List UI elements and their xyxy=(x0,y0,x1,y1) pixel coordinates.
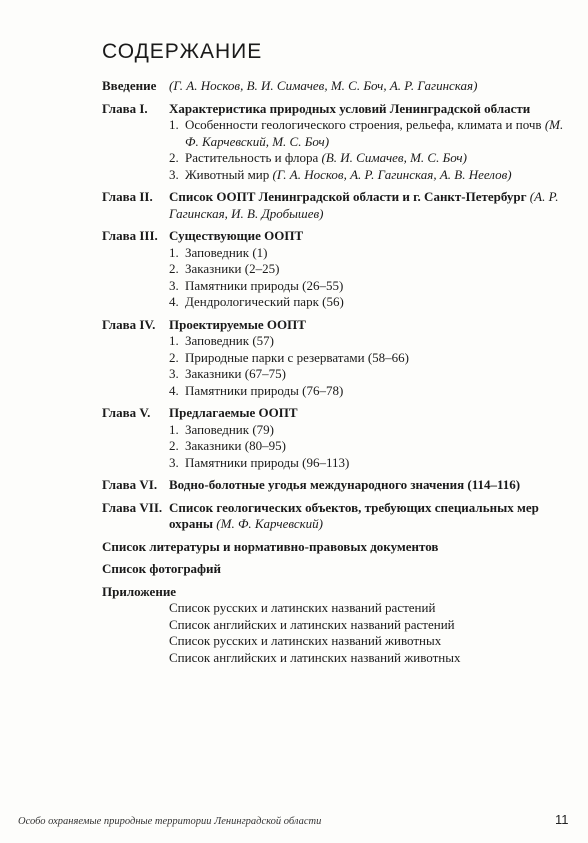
toc-entry-photos[interactable]: Список фотографий xyxy=(102,561,222,576)
item-text: Животный мир xyxy=(185,166,270,182)
page-number: 11 xyxy=(555,812,569,827)
running-footer: Особо охраняемые природные территории Ленинградской области xyxy=(18,816,322,827)
item-text: Памятники природы (76–78) xyxy=(185,382,344,398)
item-text: Заказники (80–95) xyxy=(185,438,286,453)
item-text: Заказники (2–25) xyxy=(185,261,280,276)
item-authors: (М. Ф. Карчевский, М. С. Боч) xyxy=(185,117,564,149)
chapter-label: Глава III. xyxy=(102,228,158,243)
list-item[interactable] xyxy=(169,350,572,367)
appendix-list xyxy=(102,600,572,666)
list-item[interactable]: Список русских и латинских названий растений xyxy=(169,600,436,615)
toc-entry-literature[interactable]: Список литературы и нормативно-правовых документов xyxy=(102,538,439,554)
chapter-title: Водно-болотные угодья международного значения (114–116) xyxy=(169,477,521,492)
chapter-label: Глава IV. xyxy=(102,316,156,332)
toc-entry-chapter-2[interactable] xyxy=(102,189,572,222)
item-number: 3. xyxy=(169,277,179,293)
item-text: Заказники (67–75) xyxy=(185,366,286,381)
toc-entry-chapter-5[interactable] xyxy=(102,405,572,471)
chapter-label: Глава VI. xyxy=(102,477,158,492)
item-number: 1. xyxy=(169,421,179,437)
toc-entry-chapter-6[interactable] xyxy=(102,477,572,494)
item-number: 2. xyxy=(169,438,179,453)
item-text: Заповедник (57) xyxy=(185,333,274,348)
list-item[interactable] xyxy=(169,294,572,311)
chapter-title: Проектируемые ООПТ xyxy=(169,316,306,332)
toc-entry-chapter-4[interactable] xyxy=(102,317,572,400)
item-number: 2. xyxy=(169,150,179,165)
list-item[interactable] xyxy=(169,422,572,439)
item-number: 1. xyxy=(169,333,179,348)
item-text: Заповедник (79) xyxy=(185,421,274,437)
item-text: Памятники природы (26–55) xyxy=(185,277,344,293)
list-item[interactable] xyxy=(169,261,572,278)
table-of-contents xyxy=(102,78,572,666)
toc-entry-appendix xyxy=(102,584,572,667)
chapter-authors: (М. Ф. Карчевский) xyxy=(216,516,323,531)
list-item[interactable] xyxy=(169,455,572,472)
toc-entry-chapter-1[interactable] xyxy=(102,101,572,184)
chapter-label: Глава V. xyxy=(102,405,151,420)
item-text: Растительность и флора xyxy=(185,150,319,165)
intro-authors: (Г. А. Носков, В. И. Симачев, М. С. Боч, А. Р. Гагинская) xyxy=(169,78,478,93)
item-number: 3. xyxy=(169,166,179,182)
list-item[interactable] xyxy=(169,366,572,383)
item-number: 1. xyxy=(169,244,179,260)
toc-entry-intro[interactable] xyxy=(102,78,572,95)
chapter-label: Глава VII. xyxy=(102,499,163,515)
page-title: СОДЕРЖАНИЕ xyxy=(102,40,263,63)
list-item[interactable] xyxy=(169,150,572,167)
chapter-title: Список геологических объектов, требующих специальных мер охраны xyxy=(169,499,539,531)
toc-entry-chapter-3[interactable] xyxy=(102,228,572,311)
list-item[interactable] xyxy=(169,245,572,262)
item-number: 4. xyxy=(169,294,179,309)
list-item[interactable]: Список английских и латинских названий растений xyxy=(169,616,455,632)
chapter-title: Существующие ООПТ xyxy=(169,228,304,243)
intro-label: Введение xyxy=(102,78,157,93)
list-item[interactable]: Список английских и латинских названий животных xyxy=(169,649,461,665)
list-item[interactable] xyxy=(169,278,572,295)
item-authors: (В. И. Симачев, М. С. Боч) xyxy=(321,150,467,165)
item-text: Природные парки с резерватами (58–66) xyxy=(185,349,410,365)
toc-entry-chapter-7[interactable] xyxy=(102,500,572,533)
item-text: Дендрологический парк (56) xyxy=(185,294,344,309)
list-item[interactable] xyxy=(169,167,572,184)
item-number: 3. xyxy=(169,366,179,381)
chapter-label: Глава II. xyxy=(102,189,153,204)
item-number: 3. xyxy=(169,454,179,470)
list-item[interactable] xyxy=(169,383,572,400)
item-text: Памятники природы (96–113) xyxy=(185,454,350,470)
item-text: Заповедник (1) xyxy=(185,244,268,260)
list-item[interactable] xyxy=(169,333,572,350)
appendix-label: Приложение xyxy=(102,583,177,599)
chapter-label: Глава I. xyxy=(102,100,148,116)
item-number: 2. xyxy=(169,349,179,365)
list-item[interactable] xyxy=(169,438,572,455)
chapter-title: Предлагаемые ООПТ xyxy=(169,405,298,420)
chapter-authors: (А. Р. Гагинская, И. В. Дробышев) xyxy=(169,189,559,221)
item-number: 1. xyxy=(169,117,179,132)
chapter-title: Характеристика природных условий Ленинградской области xyxy=(169,100,531,116)
list-item[interactable] xyxy=(169,117,572,150)
chapter-title: Список ООПТ Ленинградской области и г. Санкт-Петербург xyxy=(169,189,527,204)
item-authors: (Г. А. Носков, А. Р. Гагинская, А. В. Неелов) xyxy=(272,166,512,182)
item-number: 2. xyxy=(169,261,179,276)
item-text: Особенности геологического строения, рельефа, климата и почв xyxy=(185,117,542,132)
list-item[interactable]: Список русских и латинских названий животных xyxy=(169,633,442,648)
item-number: 4. xyxy=(169,382,179,398)
